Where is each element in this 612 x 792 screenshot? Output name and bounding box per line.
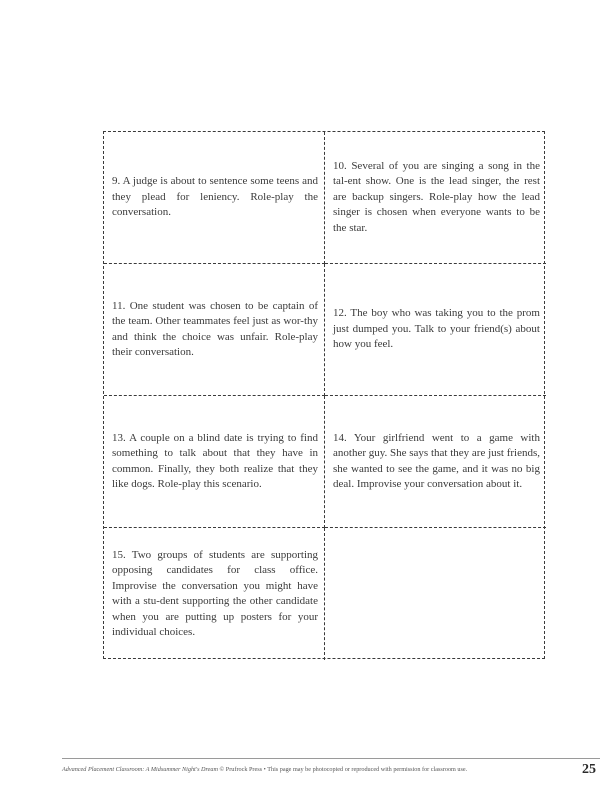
card-text: 14. Your girlfriend went to a game with another guy. She says that they are just friends, she wanted to see the game, and it was no big deal. Improvise your conversation about it. <box>333 431 541 490</box>
card-text: 9. A judge is about to sentence some teens and they plead for leniency. Role-play the conversation. <box>112 175 318 219</box>
card-text: 15. Two groups of students are supporting opposing candidates for class office. Improvise the conversation you might have with a stu-dent supporting the other candidate when you are putting up posters for your individual choices. <box>112 548 318 638</box>
page-number: 25 <box>582 762 596 777</box>
footer-credit <box>62 766 562 773</box>
card-12 <box>325 264 546 396</box>
footer-notice: © Prufrock Press • This page may be photocopied or reproduced with permission for classroom use. <box>218 766 468 773</box>
card-11 <box>104 264 325 396</box>
card-15 <box>104 528 325 660</box>
card-text: 11. One student was chosen to be captain of the team. Other teammates feel just as wor-thy and think the choice was unfair. Role-play their conversation. <box>112 299 318 358</box>
role-play-card-grid <box>103 131 545 659</box>
card-13 <box>104 396 325 528</box>
card-9 <box>104 132 325 264</box>
card-blank <box>325 528 546 660</box>
card-text: 13. A couple on a blind date is trying to find something to talk about that they have in common. Finally, they both realize that they like dogs. Role-play this scenario. <box>112 431 318 490</box>
card-text: 10. Several of you are singing a song in the tal-ent show. One is the lead singer, the rest are backup singers. Role-play how the lead singer is chosen when everyone wants to be the star. <box>333 159 540 234</box>
footer-book-title: Advanced Placement Classroom: A Midsummer Night's Dream <box>62 766 218 773</box>
card-14 <box>325 396 546 528</box>
footer-divider <box>62 758 600 759</box>
card-10 <box>325 132 546 264</box>
card-text: 12. The boy who was taking you to the prom just dumped you. Talk to your friend(s) about how you feel. <box>333 307 540 351</box>
